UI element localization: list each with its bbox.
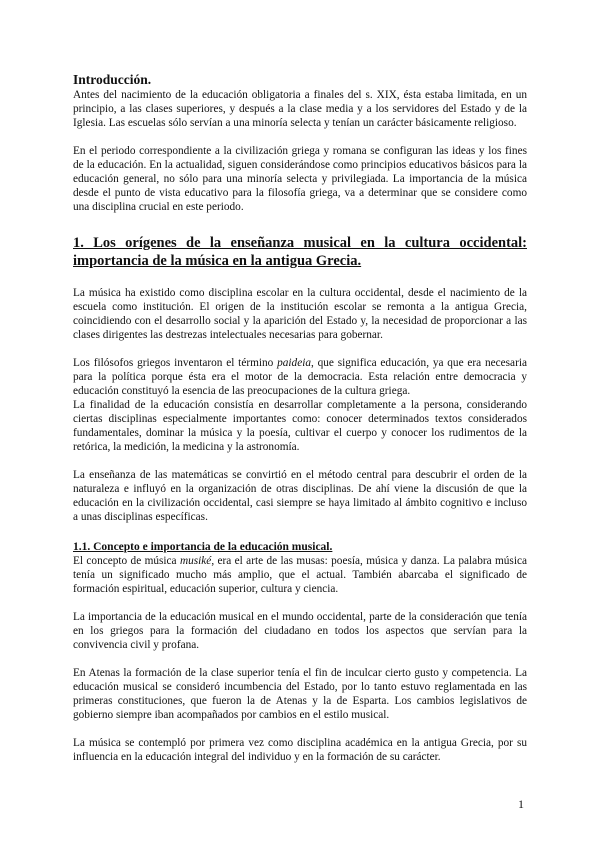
section-1-paragraph-4: La enseñanza de las matemáticas se convirtió en el método central para descubrir el orden de la naturaleza e influyó en la organización de otras disciplinas. De ahí viene la discusión de que la educación en la civilización occidental, casi siempre se haya limitado al ámbito cognitivo e incluso a unas disciplinas específicas. xyxy=(73,469,527,523)
section-1-heading: 1. Los orígenes de la enseñanza musical en la cultura occidental: importancia de la música en la antigua Grecia. xyxy=(73,235,527,269)
section-1-1-paragraph-4: La música se contempló por primera vez como disciplina académica en la antigua Grecia, por su influencia en la educación integral del individuo y en la formación de su carácter. xyxy=(73,737,527,763)
musike-trailing-text: , era el arte de las musas: poesía, música y danza. La palabra música tenía un significado mucho más amplio, que el actual. También abarcaba el significado de formación espiritual, educación superior, cultura y ciencia. xyxy=(73,555,527,595)
section-1-1-paragraph-2: La importancia de la educación musical en el mundo occidental, parte de la consideración que tenía en los griegos para la formación del ciudadano en todos los aspectos que servían para la convivencia civil y profana. xyxy=(73,611,527,651)
section-1-paragraph-3: La finalidad de la educación consistía en desarrollar completamente a la persona, considerando ciertas disciplinas especialmente importantes como: conocer determinados textos considerados fundamentales, dominar la música y la poesía, cultivar el cuerpo y conocer los rudimentos de la retórica, la medición, la medicina y la astronomía. xyxy=(73,399,527,453)
section-1-paragraph-2 xyxy=(73,356,527,398)
paideia-term: paideia xyxy=(277,357,311,369)
paideia-lead-text: Los filósofos griegos inventaron el término xyxy=(73,357,278,369)
section-1-1-heading: 1.1. Concepto e importancia de la educación musical. xyxy=(73,541,333,553)
section-1-1-paragraph-3: En Atenas la formación de la clase superior tenía el fin de inculcar cierto gusto y competencia. La educación musical se consideró incumbencia del Estado, por lo tanto estuvo reglamentada en las primeras constituciones, que fueron la de Atenas y la de Esparta. Los cambios legislativos de gobierno siempre iban acompañados por cambios en el estilo musical. xyxy=(73,667,527,721)
musike-lead-text: El concepto de música xyxy=(73,555,180,567)
page-number: 1 xyxy=(518,797,524,811)
intro-title: Introducción. xyxy=(73,72,152,87)
page-content xyxy=(73,72,527,764)
intro-paragraph-2: En el periodo correspondiente a la civilización griega y romana se configuran las ideas y los fines de la educación. En la actualidad, siguen considerándose como principios educativos básicos para la educación general, no sólo para una minoría selecta y privilegiada. La importancia de la música desde el punto de vista educativo para la filosofía griega, va a determinar que se considere como una disciplina crucial en este periodo. xyxy=(73,145,527,213)
section-1-1-paragraph-1 xyxy=(73,554,527,596)
paideia-trailing-text: , que significa educación, ya que era necesaria para la política porque ésta era el motor de la democracia. Esta relación entre democracia y educación constituyó la esencia de las preocupaciones de la cultura griega. xyxy=(73,357,527,397)
musike-term: musiké xyxy=(179,555,212,567)
section-1-paragraph-1: La música ha existido como disciplina escolar en la cultura occidental, desde el nacimiento de la escuela como institución. El origen de la institución escolar se remonta a la antigua Grecia, coincidiendo con el desarrollo social y la aparición del Estado y, la necesidad de proporcionar a las clases dirigentes las destrezas intelectuales necesarias para gobernar. xyxy=(73,287,527,341)
intro-paragraph-1: Antes del nacimiento de la educación obligatoria a finales del s. XIX, ésta estaba limitada, en un principio, a las clases superiores, y después a la clase media y a los servidores del Estado y de la Iglesia. Las escuelas sólo servían a una minoría selecta y tenían un carácter básicamente religioso. xyxy=(73,89,527,129)
